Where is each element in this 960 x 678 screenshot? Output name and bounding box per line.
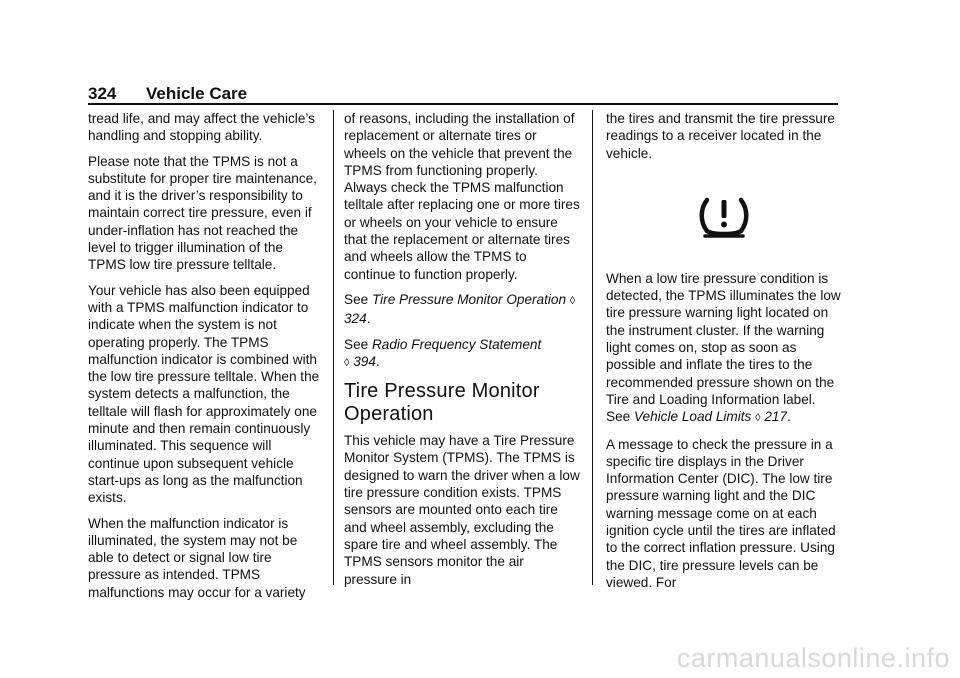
paragraph-text: When a low tire pressure condition is detected, the TPMS illuminates the low tire pressure warning light located on the instrument cluster. If the warning light comes on, stop as soon as possible and inflate the tires to the recommended pressure shown on the Tire and Loading Information label. See bbox=[606, 270, 841, 425]
column-1 bbox=[88, 110, 323, 609]
section-title: Vehicle Care bbox=[146, 84, 248, 103]
column-3 bbox=[606, 110, 842, 599]
xref-page[interactable]: 324 bbox=[344, 311, 367, 327]
xref-page[interactable]: 394 bbox=[353, 353, 376, 369]
tire-pressure-warning-icon bbox=[606, 170, 842, 266]
paragraph: A message to check the pressure in a specific tire displays in the Driver Information Center (DIC). The low tire pressure warning light and the DIC warning message come on at each ignition cycle until the tires are inflated to the correct inflation pressure. Using the DIC, tire pressure levels can be viewed. For bbox=[606, 436, 836, 590]
paragraph: Your vehicle has also been equipped with a TPMS malfunction indicator to indicate when the system is not operating properly. The TPMS malfunction indicator is combined with the low tire pressure telltale. When the system detects a malfunction, the telltale will flash for approximately one minute and then remain continuously illuminated. This sequence will continue upon subsequent vehicle start-ups as long as the malfunction exists. bbox=[88, 282, 320, 506]
punctuation: . bbox=[366, 311, 371, 327]
punctuation: . bbox=[375, 353, 380, 369]
see-label: See bbox=[344, 336, 372, 352]
tire-pressure-warning-icon-svg bbox=[697, 194, 751, 242]
punctuation: . bbox=[787, 409, 791, 425]
page-number: 324 bbox=[88, 84, 117, 103]
paragraph bbox=[606, 270, 842, 428]
page-header bbox=[88, 84, 838, 104]
paragraph: This vehicle may have a Tire Pressure Monitor System (TPMS). The TPMS is designed to warn the driver when a low tire pressure condition exists. TPMS sensors are mounted onto each tire and wheel assembly, excluding the spare tire and wheel assembly. The TPMS sensors monitor the air pressure in bbox=[344, 433, 580, 587]
xref-link-tpms-operation[interactable]: Tire Pressure Monitor Operation bbox=[371, 291, 567, 307]
xref-page[interactable]: 217 bbox=[764, 409, 788, 425]
watermark: carmanualsonline.info bbox=[676, 643, 950, 673]
column-divider bbox=[592, 110, 593, 585]
paragraph: Please note that the TPMS is not a substitute for proper tire maintenance, and it is the driver’s responsibility to maintain correct tire pressure, even if under-inflation has not reached the level to trigger illumination of the TPMS low tire pressure telltale. bbox=[88, 153, 317, 273]
page-ref-icon: ◊ bbox=[755, 412, 761, 425]
xref-link-vehicle-load-limits[interactable]: Vehicle Load Limits bbox=[633, 409, 752, 425]
xref-link-radio-frequency[interactable]: Radio Frequency Statement bbox=[371, 336, 542, 352]
see-label: See bbox=[344, 291, 372, 307]
page-ref-icon: ◊ bbox=[344, 356, 350, 369]
header-rule bbox=[88, 103, 838, 105]
paragraph: When the malfunction indicator is illuminated, the system may not be able to detect or signal low tire pressure as intended. TPMS malfunctions may occur for a variety bbox=[88, 515, 306, 600]
page-ref-icon: ◊ bbox=[569, 294, 576, 307]
cross-reference bbox=[344, 291, 580, 328]
paragraph: the tires and transmit the tire pressure readings to a receiver located in the vehicle. bbox=[606, 111, 835, 161]
paragraph: of reasons, including the installation of replacement or alternate tires or wheels on the vehicle that prevent the TPMS from functioning properly. Always check the TPMS malfunction telltale after replacing one or more tires or wheels on your vehicle to ensure that the replacement or alternate tires and wheels allow the TPMS to continue to function properly. bbox=[344, 111, 580, 282]
column-divider bbox=[333, 110, 334, 585]
column-2 bbox=[344, 110, 580, 596]
cross-reference bbox=[344, 336, 580, 373]
section-heading: Tire Pressure Monitor Operation bbox=[344, 380, 540, 426]
paragraph: tread life, and may affect the vehicle’s handling and stopping ability. bbox=[88, 111, 315, 144]
